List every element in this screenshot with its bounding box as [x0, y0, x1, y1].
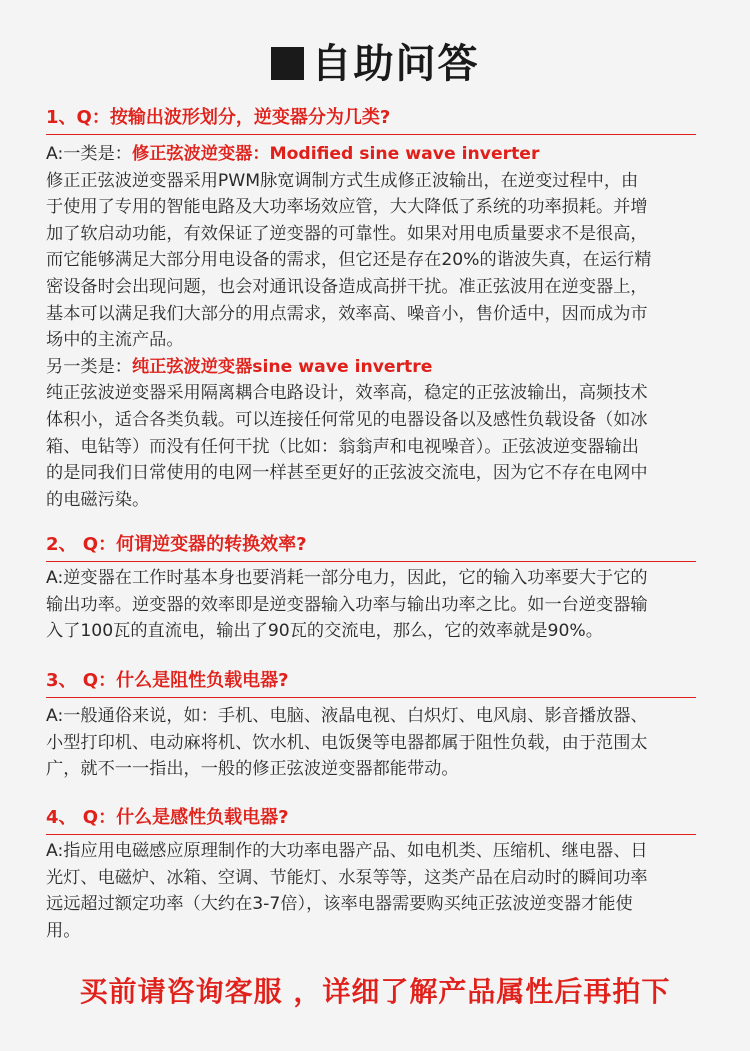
answer-line: 入了100瓦的直流电，输出了90瓦的交流电，那么，它的效率就是90%。 — [46, 621, 603, 642]
answer-line: 纯正弦波逆变器采用隔离耦合电路设计，效率高，稳定的正弦波输出，高频技术 — [46, 383, 648, 404]
answer-line: 于使用了专用的智能电路及大功率场效应管，大大降低了系统的功率损耗。并增 — [46, 197, 648, 218]
question-3: 3、 Q：什么是阻性负载电器? — [46, 666, 696, 698]
answer-line: 的电磁污染。 — [46, 489, 150, 510]
answer-line: 加了软启动功能，有效保证了逆变器的可靠性。如果对用电质量要求不是很高， — [46, 223, 648, 244]
footer-notice: 买前请咨询客服 ，详细了解产品属性后再拍下 — [79, 975, 671, 1008]
question-2: 2、 Q：何谓逆变器的转换效率? — [46, 530, 696, 562]
answer-line: 箱、电钻等）而没有任何干扰（比如：翁翁声和电视噪音）。正弦波逆变器输出 — [46, 436, 639, 457]
answer-4 — [46, 838, 714, 944]
page-title-text: 自助问答 — [311, 41, 480, 87]
answer-line: 远远超过额定功率（大约在3-7倍），该率电器需要购买纯正弦波逆变器才能使 — [46, 894, 633, 915]
answer-line: 光灯、电磁炉、冰箱、空调、节能灯、水泵等等，这类产品在启动时的瞬间功率 — [46, 867, 648, 888]
answer-1-type2-heading — [46, 354, 714, 381]
answer-3 — [46, 703, 714, 783]
answer-line: 修正正弦波逆变器采用PWM脉宽调制方式生成修正波输出，在逆变过程中，由 — [46, 170, 639, 191]
answer-1 — [46, 141, 714, 513]
answer-line: A:指应用电磁感应原理制作的大功率电器产品、如电机类、压缩机、继电器、日 — [46, 841, 648, 861]
answer-line: 而它能够满足大部分用电设备的需求，但它还是存在20%的谐波失真，在运行精 — [46, 250, 652, 271]
answer-line: 基本可以满足我们大部分的用点需求，效率高、噪音小，售价适中，因而成为市 — [46, 303, 648, 324]
answer-line: 输出功率。逆变器的效率即是逆变器输入功率与输出功率之比。如一台逆变器输 — [46, 594, 648, 615]
type2-prefix: 另一类是： — [46, 356, 132, 377]
page-title — [0, 32, 750, 89]
answer-line: 场中的主流产品。 — [46, 330, 184, 351]
answer-line: 密设备时会出现问题，也会对通讯设备造成高拼干扰。准正弦波用在逆变器上， — [46, 276, 648, 297]
answer-line: 体积小，适合各类负载。可以连接任何常见的电器设备以及感性负载设备（如冰 — [46, 409, 648, 430]
answer-1-type1-heading — [46, 141, 714, 168]
question-4: 4、 Q：什么是感性负载电器? — [46, 803, 696, 835]
answer-line: A:逆变器在工作时基本身也要消耗一部分电力，因此，它的输入功率要大于它的 — [46, 568, 648, 588]
answer-line: 用。 — [46, 920, 81, 941]
question-1: 1、Q：按输出波形划分，逆变器分为几类? — [46, 103, 696, 135]
answer-line: A:一般通俗来说，如：手机、电脑、液晶电视、白炽灯、电风扇、影音播放器、 — [46, 706, 648, 726]
answer-line: 广，就不一一指出，一般的修正弦波逆变器都能带动。 — [46, 759, 459, 780]
square-bullet-icon — [271, 47, 304, 80]
type1-prefix: A:一类是： — [46, 144, 132, 164]
answer-2 — [46, 565, 714, 645]
type2-name: 纯正弦波逆变器sine wave invertre — [131, 356, 433, 377]
type1-name: 修正弦波逆变器：Modified sine wave inverter — [132, 144, 540, 164]
answer-line: 的是同我们日常使用的电网一样甚至更好的正弦波交流电，因为它不存在电网中 — [46, 463, 648, 484]
answer-line: 小型打印机、电动麻将机、饮水机、电饭煲等电器都属于阻性负载，由于范围太 — [46, 732, 648, 753]
